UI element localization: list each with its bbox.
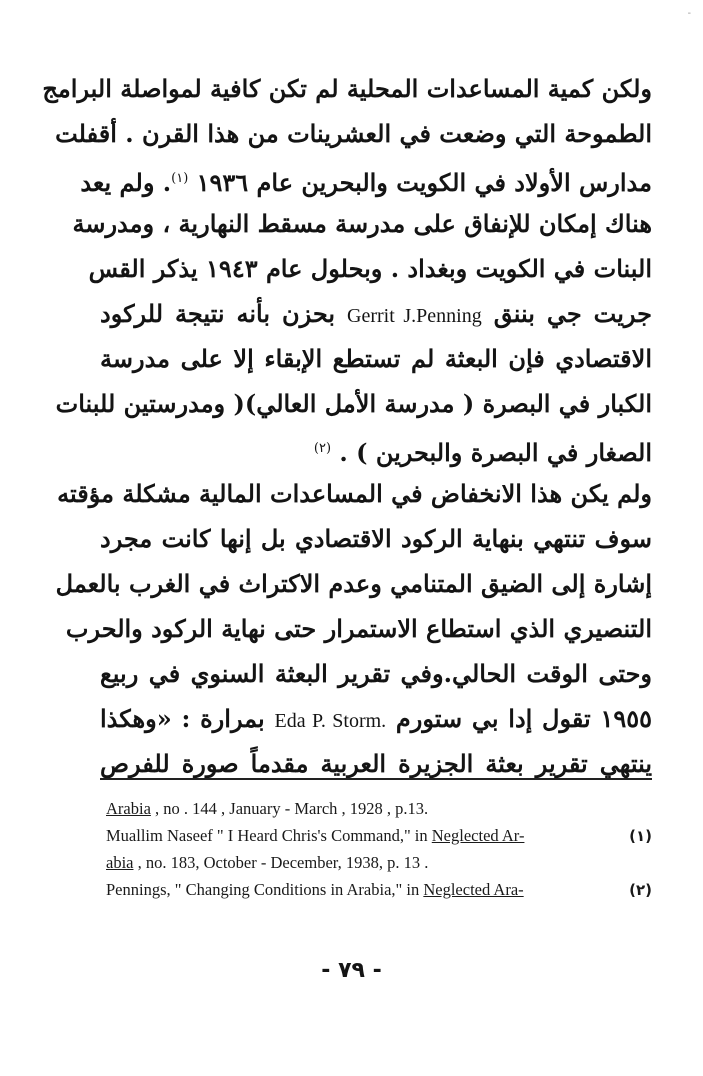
footnote-number: (١) [629, 827, 652, 845]
text-line [100, 426, 652, 471]
text-segment: . [339, 438, 348, 467]
text-line: سوف تنتهي بنهاية الركود الاقتصادي بل إنها كانت مجرد [100, 524, 652, 553]
text-segment: مدارس الأولاد في الكويت والبحرين عام ١٩٣٦ [196, 168, 652, 197]
footnote-number: (٢) [629, 881, 652, 899]
text-line: وحتى الوقت الحالي.وفي تقرير البعثة السنوي في ربيع [100, 659, 652, 688]
footnote-text [106, 876, 524, 903]
footnote-line [106, 795, 652, 822]
footnote-line [106, 822, 652, 849]
text-line [100, 696, 652, 741]
citation-text: Pennings, " Changing Conditions in Arabia," in [106, 880, 424, 899]
citation-text: Muallim Naseef " I Heard Chris's Command," in [106, 826, 432, 845]
page-number: - ٧٩ - [321, 958, 382, 983]
footnote-line [106, 849, 652, 876]
footnote-line [106, 876, 652, 903]
journal-title: Neglected Ara- [423, 880, 524, 899]
latin-name: Gerrit J.Penning [347, 305, 482, 327]
text-line: هناك إمكان للإنفاق على مدرسة مسقط النهارية ، ومدرسة [72, 209, 652, 238]
latin-name: Eda P. Storm. [274, 710, 387, 732]
text-line: إشارة إلى الضيق المتنامي وعدم الاكتراث في الغرب بالعمل [55, 569, 652, 598]
footnote-text [106, 849, 428, 876]
footnotes [106, 795, 652, 903]
citation-text: , no. 183, October - December, 1938, p. 13 . [133, 853, 429, 872]
text-line: ولكن كمية المساعدات المحلية لم تكن كافية لمواصلة البرامج [42, 74, 652, 103]
citation-text: , no . 144 , January - March , 1928 , p.13. [150, 799, 429, 818]
text-line: البنات في الكويت وبغداد . وبحلول عام ١٩٤٣ يذكر القس [88, 254, 652, 283]
text-segment: ١٩٥٥ تقول إدا بي ستورم [395, 704, 653, 733]
text-segment: . ولم يعد [80, 168, 172, 197]
journal-title: Neglected Ar- [431, 826, 525, 845]
text-line: التنصيري الذي استطاع الاستمرار حتى نهاية الركود والحرب [65, 614, 652, 643]
text-segment: بمرارة : «وهكذا [100, 704, 265, 733]
text-segment: بحزن بأنه نتيجة للركود [100, 299, 336, 328]
text-segment: جريت جي بننق [493, 299, 653, 328]
footnote-ref-1: (١) [171, 171, 189, 186]
footnote-ref-2: (٢) [313, 441, 332, 456]
journal-title: Arabia [106, 799, 151, 818]
main-text [42, 66, 653, 786]
footnote-text [106, 822, 524, 849]
text-line [80, 156, 652, 201]
footnote-divider [100, 778, 652, 780]
text-line: الكبار في البصرة ( مدرسة الأمل العالي)( ومدرستين للبنات [55, 389, 652, 418]
text-segment: الصغار في البصرة والبحرين ) [356, 438, 652, 467]
corner-mark: - [687, 8, 691, 19]
journal-title: abia [106, 853, 134, 872]
text-line: الاقتصادي فإن البعثة لم تستطع الإبقاء إلا على مدرسة [100, 344, 652, 373]
footnote-text [106, 795, 428, 822]
text-line [100, 291, 652, 336]
text-line: ينتهي تقرير بعثة الجزيرة العربية مقدماً صورة للفرص [100, 749, 652, 778]
text-line: ولم يكن هذا الانخفاض في المساعدات المالية مشكلة مؤقته [57, 479, 652, 508]
text-line: الطموحة التي وضعت في العشرينات من هذا القرن . أقفلت [55, 119, 652, 148]
